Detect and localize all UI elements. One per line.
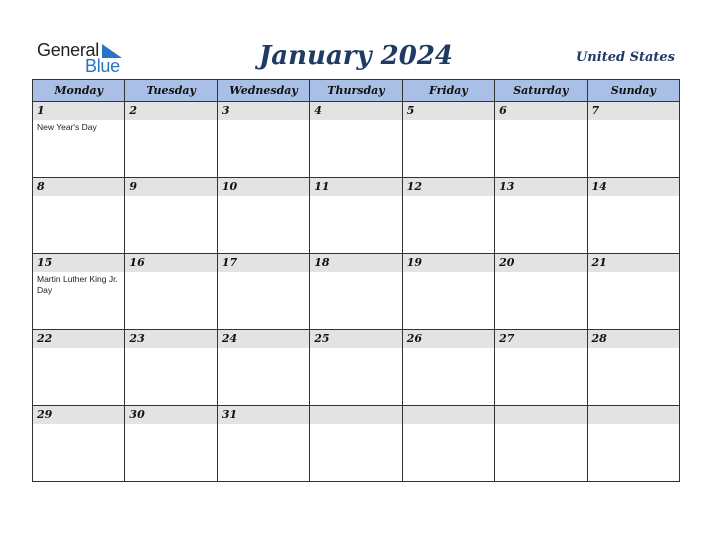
day-number (495, 406, 586, 424)
day-number (310, 406, 401, 424)
day-cell (33, 102, 125, 178)
day-cell (125, 330, 217, 406)
day-number: 3 (218, 102, 309, 120)
day-cell (587, 178, 679, 254)
day-cell (217, 178, 309, 254)
week-row (33, 254, 680, 330)
day-number: 10 (218, 178, 309, 196)
week-row (33, 330, 680, 406)
day-number: 2 (125, 102, 216, 120)
day-cell (587, 330, 679, 406)
day-number: 13 (495, 178, 586, 196)
day-cell (310, 178, 402, 254)
day-cell (495, 178, 587, 254)
day-cell (125, 406, 217, 482)
day-cell (310, 406, 402, 482)
holiday-label: New Year's Day (37, 122, 97, 132)
day-number: 18 (310, 254, 401, 272)
weekday-header: Tuesday (125, 80, 217, 102)
day-number: 16 (125, 254, 216, 272)
week-row (33, 102, 680, 178)
logo-text-general: General (37, 40, 99, 60)
day-cell (310, 254, 402, 330)
day-number (588, 406, 679, 424)
day-number: 22 (33, 330, 124, 348)
weekday-header: Monday (33, 80, 125, 102)
day-number: 24 (218, 330, 309, 348)
weekday-header: Wednesday (217, 80, 309, 102)
day-number: 17 (218, 254, 309, 272)
calendar-grid (32, 79, 680, 482)
day-number: 23 (125, 330, 216, 348)
day-number: 9 (125, 178, 216, 196)
day-cell (217, 406, 309, 482)
day-number: 7 (588, 102, 679, 120)
weekday-header: Thursday (310, 80, 402, 102)
day-cell (310, 102, 402, 178)
day-number: 11 (310, 178, 401, 196)
day-number: 31 (218, 406, 309, 424)
day-number: 14 (588, 178, 679, 196)
day-cell (402, 102, 494, 178)
day-number: 26 (403, 330, 494, 348)
day-cell (310, 330, 402, 406)
day-cell (217, 254, 309, 330)
day-cell (402, 254, 494, 330)
day-cell (33, 178, 125, 254)
weekday-header: Friday (402, 80, 494, 102)
week-row (33, 406, 680, 482)
day-number: 5 (403, 102, 494, 120)
day-cell (33, 330, 125, 406)
weekday-header: Saturday (495, 80, 587, 102)
calendar-title: January 2024 (258, 41, 454, 71)
day-cell (217, 102, 309, 178)
day-cell (402, 406, 494, 482)
day-cell (125, 178, 217, 254)
day-number: 28 (588, 330, 679, 348)
weekday-header-row (33, 80, 680, 102)
day-cell (217, 330, 309, 406)
day-cell (125, 254, 217, 330)
week-row (33, 178, 680, 254)
day-cell (495, 254, 587, 330)
day-cell (33, 406, 125, 482)
day-cell (495, 102, 587, 178)
day-cell (402, 178, 494, 254)
day-number: 20 (495, 254, 586, 272)
day-number: 8 (33, 178, 124, 196)
day-number: 19 (403, 254, 494, 272)
day-cell (125, 102, 217, 178)
holiday-label: Martin Luther King Jr. Day (37, 274, 118, 295)
day-number: 1 (33, 102, 124, 120)
day-number: 21 (588, 254, 679, 272)
day-cell (587, 406, 679, 482)
day-number: 27 (495, 330, 586, 348)
day-cell (402, 330, 494, 406)
day-cell (495, 406, 587, 482)
weekday-header: Sunday (587, 80, 679, 102)
day-number: 4 (310, 102, 401, 120)
day-cell (587, 254, 679, 330)
day-number: 6 (495, 102, 586, 120)
country-label: United States (575, 50, 675, 65)
day-cell (495, 330, 587, 406)
day-number: 29 (33, 406, 124, 424)
logo-text-blue: Blue (85, 56, 120, 76)
day-number: 15 (33, 254, 124, 272)
day-number (403, 406, 494, 424)
day-cell (587, 102, 679, 178)
day-number: 25 (310, 330, 401, 348)
day-number: 12 (403, 178, 494, 196)
day-cell (33, 254, 125, 330)
day-number: 30 (125, 406, 216, 424)
